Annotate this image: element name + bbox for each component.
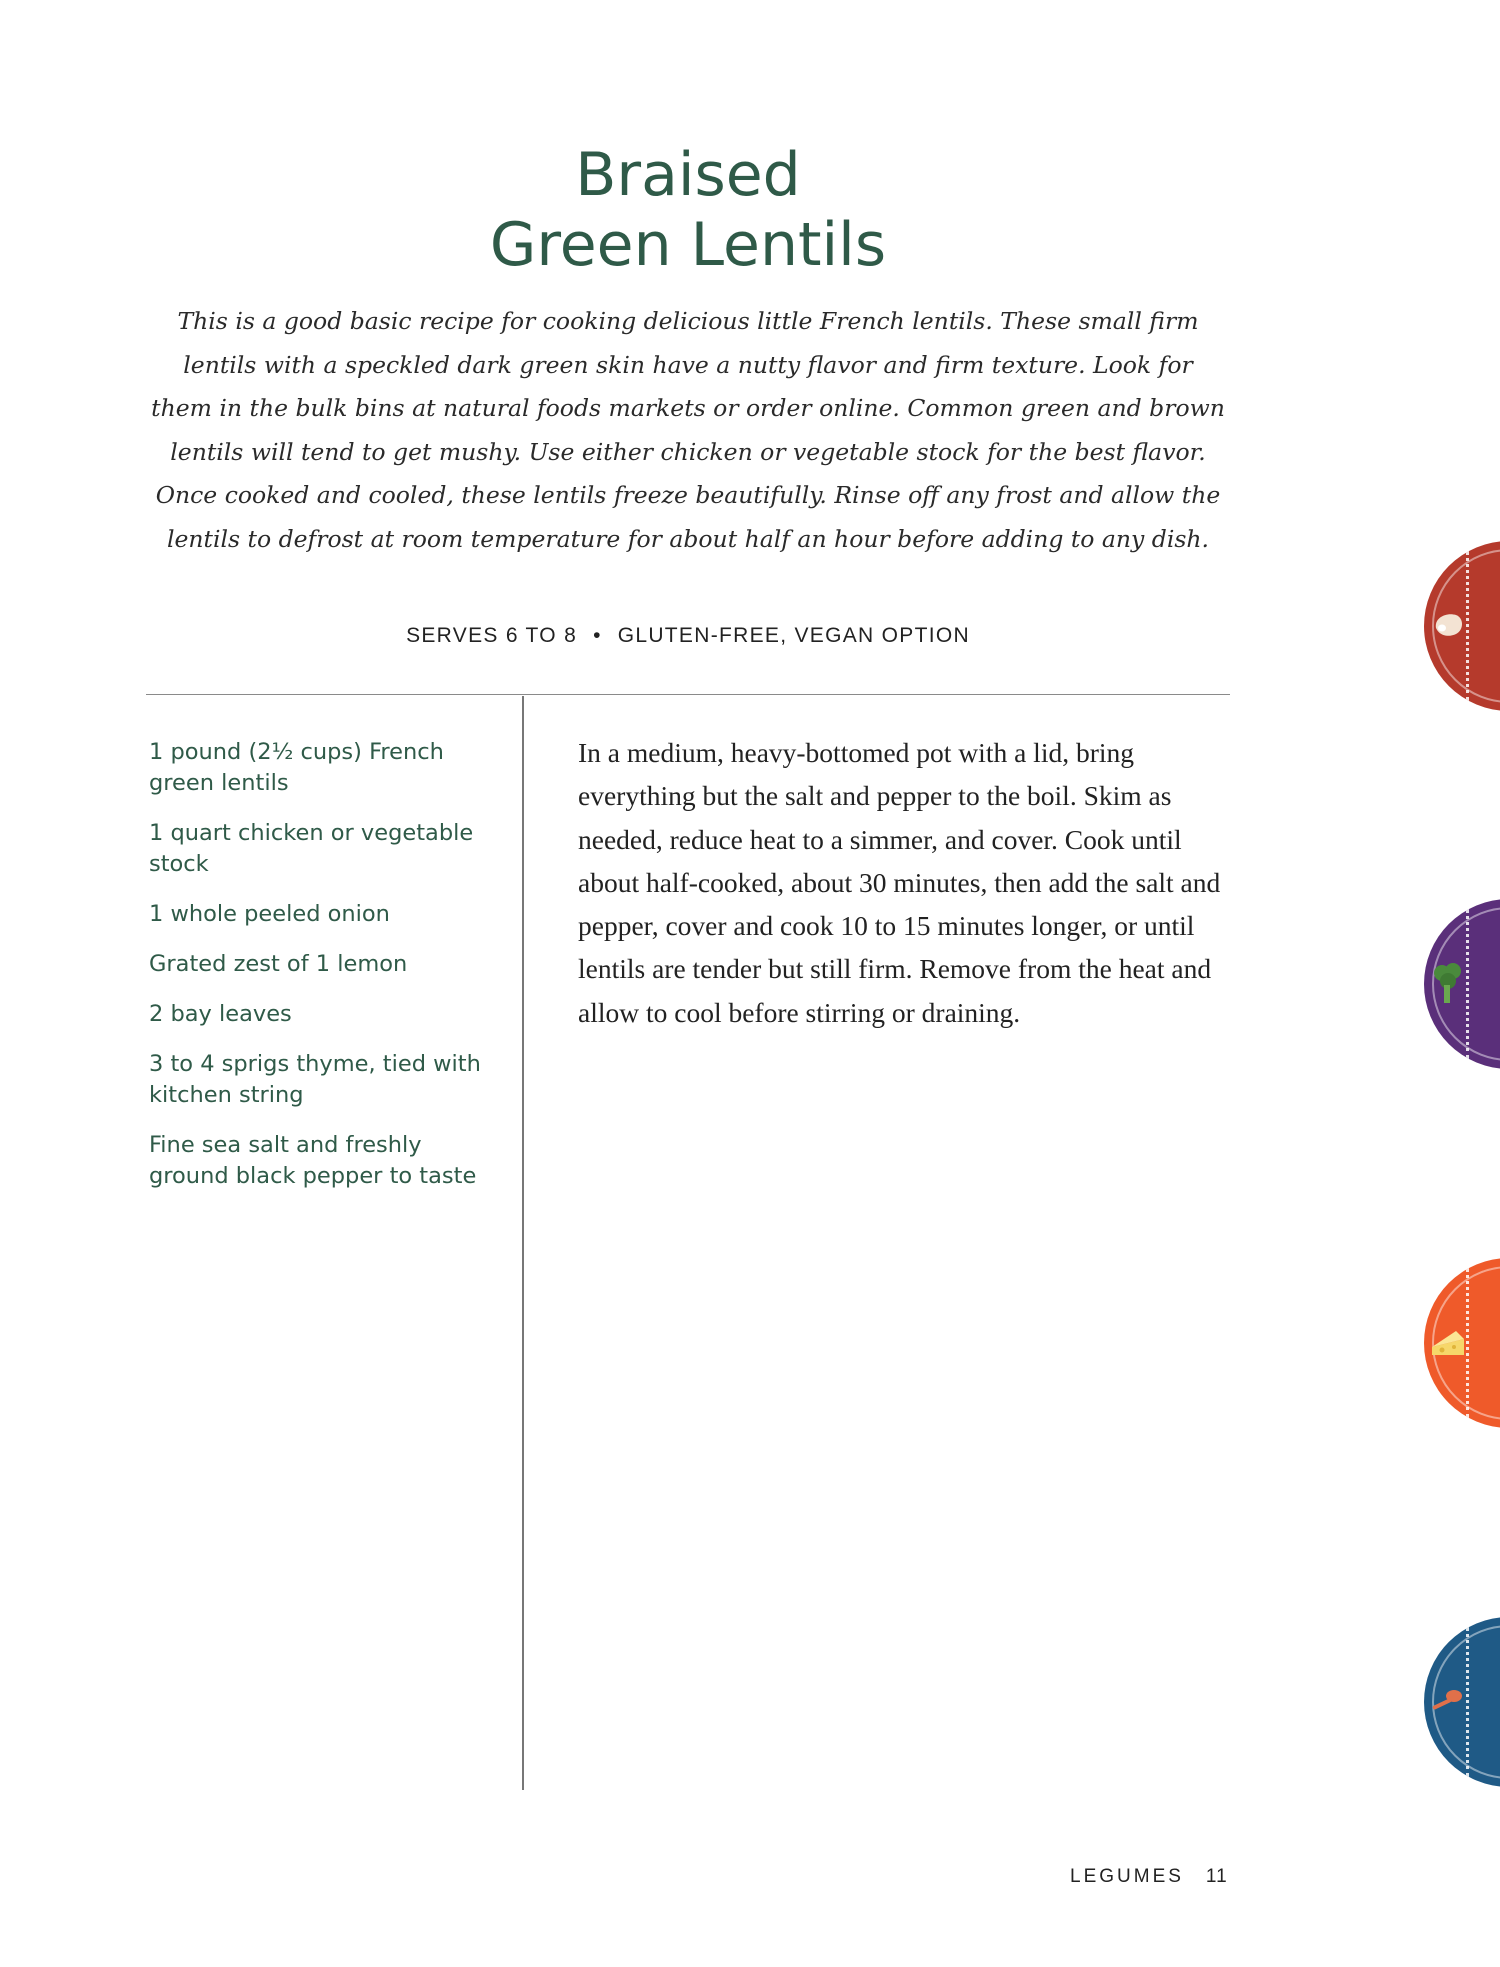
cheese-icon xyxy=(1428,1325,1468,1361)
meat-icon xyxy=(1428,606,1468,646)
ingredient-item: 1 pound (2½ cups) French green lentils xyxy=(149,739,444,796)
method-text: In a medium, heavy-bottomed pot with a lid, bring everything but the salt and pepper to the boil. Skim as needed, reduce heat to a simmer, and cover. Cook until about half-cooked, about 30 minutes, then add the salt and pepper, cover and cook 10 to 15 minutes longer, or until lentils are tender but still firm. Remove from the heat and allow to cool before stirring or draining. xyxy=(578,737,1221,1028)
ingredient-list xyxy=(149,737,489,1211)
diet-text: GLUTEN-FREE, VEGAN OPTION xyxy=(617,624,970,647)
column-divider xyxy=(522,696,524,1790)
serving-info xyxy=(0,624,1376,648)
recipe-intro: This is a good basic recipe for cooking delicious little French lentils. These small firm lentils with a speckled dark green skin have a nutty flavor and firm texture. Look for them in the bulk bins at natural foods markets or order online. Common green and brown lentils will tend to get mushy. Use either chicken or vegetable stock for the best flavor. Once cooked and cooled, these lentils freeze beautifully. Rinse off any frost and allow the lentils to defrost at room temperature for about half an hour before adding to any dish. xyxy=(151,307,1225,553)
ingredient-item: Fine sea salt and freshly ground black pepper to taste xyxy=(149,1132,477,1189)
ingredient-item: 2 bay leaves xyxy=(149,1001,292,1027)
page-footer xyxy=(1070,1866,1228,1888)
ingredient-item: 1 whole peeled onion xyxy=(149,901,390,927)
chapter-tab-sweets[interactable] xyxy=(1424,1617,1500,1787)
horizontal-divider xyxy=(146,694,1230,695)
serves-text: SERVES 6 TO 8 xyxy=(406,624,578,647)
recipe-title xyxy=(0,140,1376,280)
section-name: LEGUMES xyxy=(1070,1866,1184,1887)
broccoli-icon xyxy=(1428,961,1468,1007)
recipe-title-line-1: Braised xyxy=(575,140,801,210)
chapter-tab-dairy[interactable] xyxy=(1424,1258,1500,1428)
chapter-tab-vegetables[interactable] xyxy=(1424,899,1500,1069)
ingredient-item: Grated zest of 1 lemon xyxy=(149,951,408,977)
page-number: 11 xyxy=(1205,1866,1228,1887)
ingredient-item: 1 quart chicken or vegetable stock xyxy=(149,820,474,877)
recipe-title-line-2: Green Lentils xyxy=(489,210,887,280)
ingredient-item: 3 to 4 sprigs thyme, tied with kitchen string xyxy=(149,1051,481,1108)
spoon-icon xyxy=(1428,1682,1468,1722)
chapter-tab-meat[interactable] xyxy=(1424,541,1500,711)
bullet-separator: • xyxy=(593,624,602,647)
